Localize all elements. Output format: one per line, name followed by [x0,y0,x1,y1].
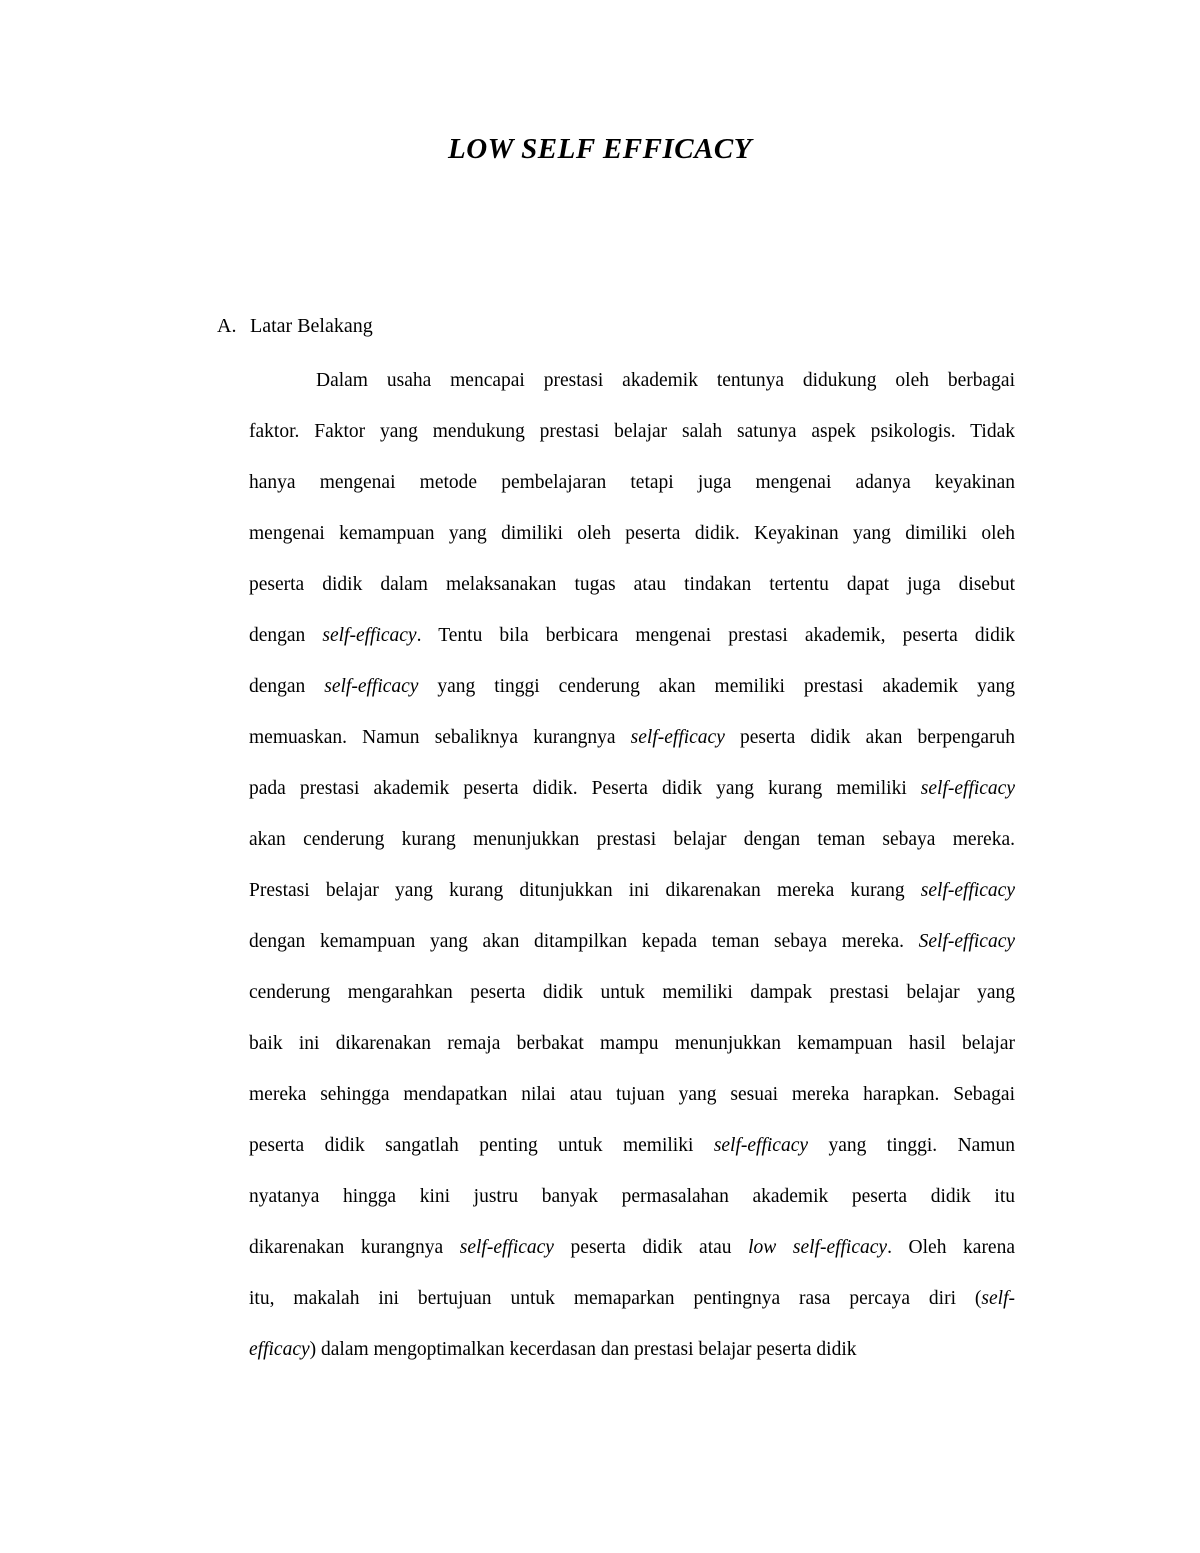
paragraph-line [249,416,1015,467]
paragraph-line [249,977,1015,1028]
text-segment: baik ini dikarenakan remaja berbakat mampu menunjukkan kemampuan hasil belajar [249,1033,1015,1054]
paragraph-line [249,467,1015,518]
body-paragraph [249,365,1015,1385]
paragraph-line [249,1334,1015,1385]
text-segment: hanya mengenai metode pembelajaran tetapi juga mengenai adanya keyakinan [249,472,1015,493]
paragraph-line [249,518,1015,569]
text-segment: . Oleh karena [887,1237,1015,1258]
text-segment: memuaskan. Namun sebaliknya kurangnya [249,727,631,748]
text-segment: yang tinggi cenderung akan memiliki prestasi akademik yang [418,676,1015,697]
italic-term: low self-efficacy [748,1237,888,1258]
italic-term: efficacy [249,1339,310,1360]
text-segment: mengenai kemampuan yang dimiliki oleh peserta didik. Keyakinan yang dimiliki oleh [249,523,1015,544]
text-segment: peserta didik dalam melaksanakan tugas atau tindakan tertentu dapat juga disebut [249,574,1015,595]
text-segment: Prestasi belajar yang kurang ditunjukkan ini dikarenakan mereka kurang [249,880,921,901]
text-segment: akan cenderung kurang menunjukkan prestasi belajar dengan teman sebaya mereka. [249,829,1015,850]
paragraph-line [249,569,1015,620]
paragraph-line [249,722,1015,773]
italic-term: self-efficacy [322,625,417,646]
text-segment: peserta didik sangatlah penting untuk memiliki [249,1135,714,1156]
text-segment: itu, makalah ini bertujuan untuk memaparkan pentingnya rasa percaya diri ( [249,1288,982,1309]
italic-term: self- [981,1288,1015,1309]
italic-term: self-efficacy [630,727,725,748]
paragraph-line [249,1283,1015,1334]
paragraph-line [249,1181,1015,1232]
text-segment: mereka sehingga mendapatkan nilai atau tujuan yang sesuai mereka harapkan. Sebagai [249,1084,1015,1105]
italic-term: self-efficacy [459,1237,554,1258]
paragraph-line [249,365,1015,416]
text-segment: dengan [249,676,325,697]
text-segment: yang tinggi. Namun [808,1135,1015,1156]
text-segment: dikarenakan kurangnya [249,1237,460,1258]
text-segment: Dalam usaha mencapai prestasi akademik tentunya didukung oleh berbagai [316,370,1015,391]
text-segment: faktor. Faktor yang mendukung prestasi belajar salah satunya aspek psikologis. Tidak [249,421,1015,442]
text-segment: dengan kemampuan yang akan ditampilkan kepada teman sebaya mereka. [249,931,919,952]
italic-term: Self-efficacy [918,931,1015,952]
section-heading [217,315,373,338]
italic-term: self-efficacy [324,676,419,697]
paragraph-line [249,1232,1015,1283]
paragraph-line [249,875,1015,926]
text-segment: dengan [249,625,323,646]
text-segment: pada prestasi akademik peserta didik. Peserta didik yang kurang memiliki [249,778,921,799]
paragraph-line [249,671,1015,722]
text-segment: . Tentu bila berbicara mengenai prestasi akademik, peserta didik [416,625,1015,646]
document-title: LOW SELF EFFICACY [448,133,752,165]
paragraph-line [249,1028,1015,1079]
paragraph-line [249,620,1015,671]
section-heading-text: Latar Belakang [250,315,373,337]
paragraph-line [249,926,1015,977]
text-segment: cenderung mengarahkan peserta didik untuk memiliki dampak prestasi belajar yang [249,982,1015,1003]
paragraph-line [249,1079,1015,1130]
italic-term: self-efficacy [920,778,1015,799]
text-segment: peserta didik akan berpengaruh [724,727,1015,748]
italic-term: self-efficacy [920,880,1015,901]
text-segment: peserta didik atau [553,1237,749,1258]
text-segment: ) dalam mengoptimalkan kecerdasan dan prestasi belajar peserta didik [309,1339,857,1360]
text-segment: nyatanya hingga kini justru banyak permasalahan akademik peserta didik itu [249,1186,1015,1207]
paragraph-line [249,1130,1015,1181]
paragraph-line [249,773,1015,824]
section-number: A. [217,315,237,337]
italic-term: self-efficacy [713,1135,809,1156]
paragraph-line [249,824,1015,875]
